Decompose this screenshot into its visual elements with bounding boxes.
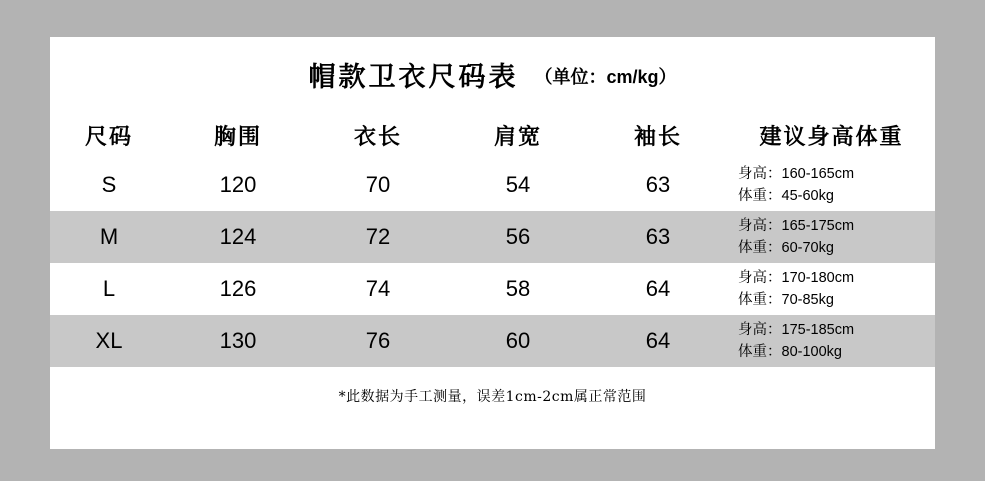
table-row — [50, 159, 935, 211]
table-header — [50, 111, 935, 159]
cell-sleeve: 64 — [588, 263, 728, 315]
cell-size: M — [50, 211, 168, 263]
cell-chest: 130 — [168, 315, 308, 367]
column-header-recommendation: 建议身高体重 — [728, 111, 935, 159]
table-header-row — [50, 111, 935, 159]
cell-size: S — [50, 159, 168, 211]
table-row — [50, 211, 935, 263]
cell-shoulder: 58 — [448, 263, 588, 315]
column-header-chest: 胸围 — [168, 111, 308, 159]
measurement-note: *此数据为手工测量，误差1cm-2cm属正常范围 — [338, 389, 647, 405]
cell-recommendation-weight: 体重：60-70kg — [738, 240, 834, 256]
footnote-row — [50, 367, 935, 425]
cell-recommendation — [728, 159, 935, 211]
cell-recommendation — [728, 315, 935, 367]
column-header-shoulder: 肩宽 — [448, 111, 588, 159]
cell-recommendation-height: 身高：165-175cm — [738, 217, 855, 234]
size-chart-sheet — [50, 37, 935, 449]
cell-recommendation-height: 身高：170-180cm — [738, 269, 855, 286]
table-row — [50, 263, 935, 315]
cell-length: 76 — [308, 315, 448, 367]
cell-recommendation — [728, 211, 935, 263]
cell-recommendation — [728, 263, 935, 315]
cell-length: 74 — [308, 263, 448, 315]
cell-shoulder: 54 — [448, 159, 588, 211]
cell-chest: 120 — [168, 159, 308, 211]
cell-length: 70 — [308, 159, 448, 211]
cell-size: L — [50, 263, 168, 315]
cell-sleeve: 63 — [588, 159, 728, 211]
cell-recommendation-height: 身高：160-165cm — [738, 165, 855, 182]
cell-recommendation-height: 身高：175-185cm — [738, 321, 855, 338]
cell-sleeve: 63 — [588, 211, 728, 263]
table-body — [50, 159, 935, 367]
column-header-size: 尺码 — [50, 111, 168, 159]
column-header-sleeve: 袖长 — [588, 111, 728, 159]
cell-sleeve: 64 — [588, 315, 728, 367]
chart-title-row — [50, 37, 935, 111]
cell-length: 72 — [308, 211, 448, 263]
cell-shoulder: 56 — [448, 211, 588, 263]
title-unit-label: （单位：cm/kg） — [534, 67, 677, 87]
cell-recommendation-weight: 体重：70-85kg — [738, 292, 834, 308]
size-chart-table — [50, 111, 935, 367]
cell-recommendation-weight: 体重：80-100kg — [738, 344, 842, 360]
page-title: 帽款卫衣尺码表 — [308, 61, 519, 93]
cell-chest: 126 — [168, 263, 308, 315]
cell-size: XL — [50, 315, 168, 367]
column-header-length: 衣长 — [308, 111, 448, 159]
cell-shoulder: 60 — [448, 315, 588, 367]
cell-recommendation-weight: 体重：45-60kg — [738, 188, 834, 204]
cell-chest: 124 — [168, 211, 308, 263]
table-row — [50, 315, 935, 367]
